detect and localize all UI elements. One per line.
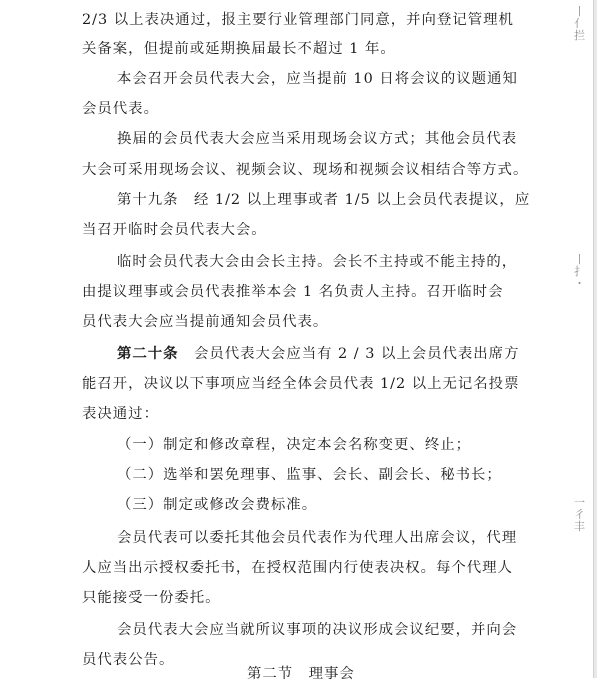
article-20-line <box>117 344 519 364</box>
text-line-8: 当召开临时会员代表大会。 <box>82 222 267 238</box>
margin-mark-middle: 丨 扌 ・ <box>574 253 587 290</box>
text-line-19: 人应当出示授权委托书，在授权范围内行使表决权。每个代理人 <box>82 560 513 576</box>
text-line-1: 2/3 以上表决通过，报主要行业管理部门同意，并向登记管理机 <box>82 12 514 28</box>
text-line-18: 会员代表可以委托其他会员代表作为代理人出席会议，代理 <box>117 530 518 546</box>
text-line-21: 会员代表大会应当就所议事项的决议形成会议纪要，并向会 <box>117 622 518 638</box>
text-line-11: 员代表大会应当提前通知会员代表。 <box>82 314 329 330</box>
margin-mark-bottom: 一 彳 丰 <box>574 496 587 533</box>
text-line-13: 能召开，决议以下事项应当经全体会员代表 1/2 以上无记名投票 <box>82 376 520 392</box>
margin-mark-top: 丨 亻 拦 <box>574 5 587 42</box>
text-line-2: 关备案，但提前或延期换届最长不超过 1 年。 <box>82 41 396 57</box>
text-line-14: 表决通过： <box>82 406 159 422</box>
text-line-9: 临时会员代表大会由会长主持。会长不主持或不能主持的， <box>117 254 518 270</box>
text-line-7: 第十九条 经 1/2 以上理事或者 1/5 以上会员代表提议，应 <box>117 192 531 208</box>
section-heading: 第二节 理事会 <box>247 666 355 682</box>
text-line-6: 大会可采用现场会议、视频会议、现场和视频会议相结合等方式。 <box>82 162 529 178</box>
text-line-3: 本会召开会员代表大会，应当提前 10 日将会议的议题通知 <box>117 71 518 87</box>
article-20-text: 会员代表大会应当有 2 / 3 以上会员代表出席方 <box>178 346 520 362</box>
text-line-15: （一）制定和修改章程，决定本会名称变更、终止； <box>117 437 471 453</box>
text-line-10: 由提议理事或会员代表推举本会 1 名负责人主持。召开临时会 <box>82 284 504 300</box>
text-line-4: 会员代表。 <box>82 101 159 117</box>
article-20-heading: 第二十条 <box>117 345 179 362</box>
text-line-20: 只能接受一份委托。 <box>82 590 221 606</box>
text-line-16: （二）选举和罢免理事、监事、会长、副会长、秘书长； <box>117 467 502 483</box>
text-line-17: （三）制定或修改会费标准。 <box>117 497 318 513</box>
text-line-5: 换届的会员代表大会应当采用现场会议方式；其他会员代表 <box>117 131 518 147</box>
text-line-22: 员代表公告。 <box>82 652 175 668</box>
page-edge-divider <box>593 0 597 678</box>
